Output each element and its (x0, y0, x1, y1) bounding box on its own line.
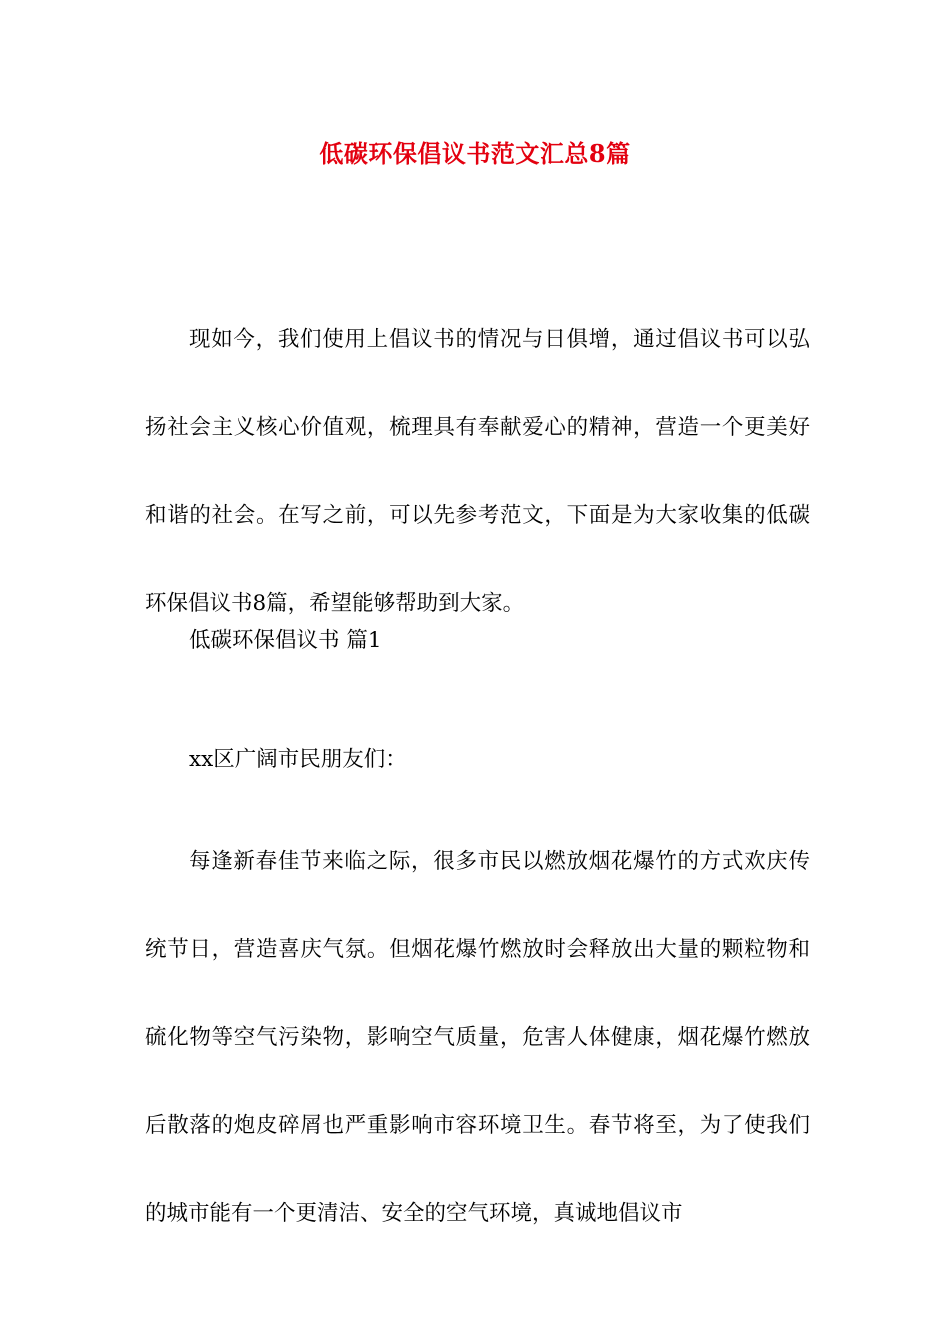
salutation: xx区广阔市民朋友们： (189, 747, 407, 772)
document-title: 低碳环保倡议书范文汇总8篇 (319, 139, 631, 168)
section-heading: 低碳环保倡议书 篇1 (189, 628, 382, 653)
intro-paragraph: 现如今，我们使用上倡议书的情况与日俱增，通过倡议书可以弘扬社会主义核心价值观，梳理具有奉献爱心的精神，营造一个更美好和谐的社会。在写之前，可以先参考范文，下面是为大家收集的低碳环保倡议书8篇，希望能够帮助到大家。 (145, 327, 810, 616)
body-paragraph: 每逢新春佳节来临之际，很多市民以燃放烟花爆竹的方式欢庆传统节日，营造喜庆气氛。但烟花爆竹燃放时会释放出大量的颗粒物和硫化物等空气污染物，影响空气质量，危害人体健康，烟花爆竹燃放后散落的炮皮碎屑也严重影响市容环境卫生。春节将至，为了使我们的城市能有一个更清洁、安全的空气环境，真诚地倡议市 (145, 849, 810, 1226)
